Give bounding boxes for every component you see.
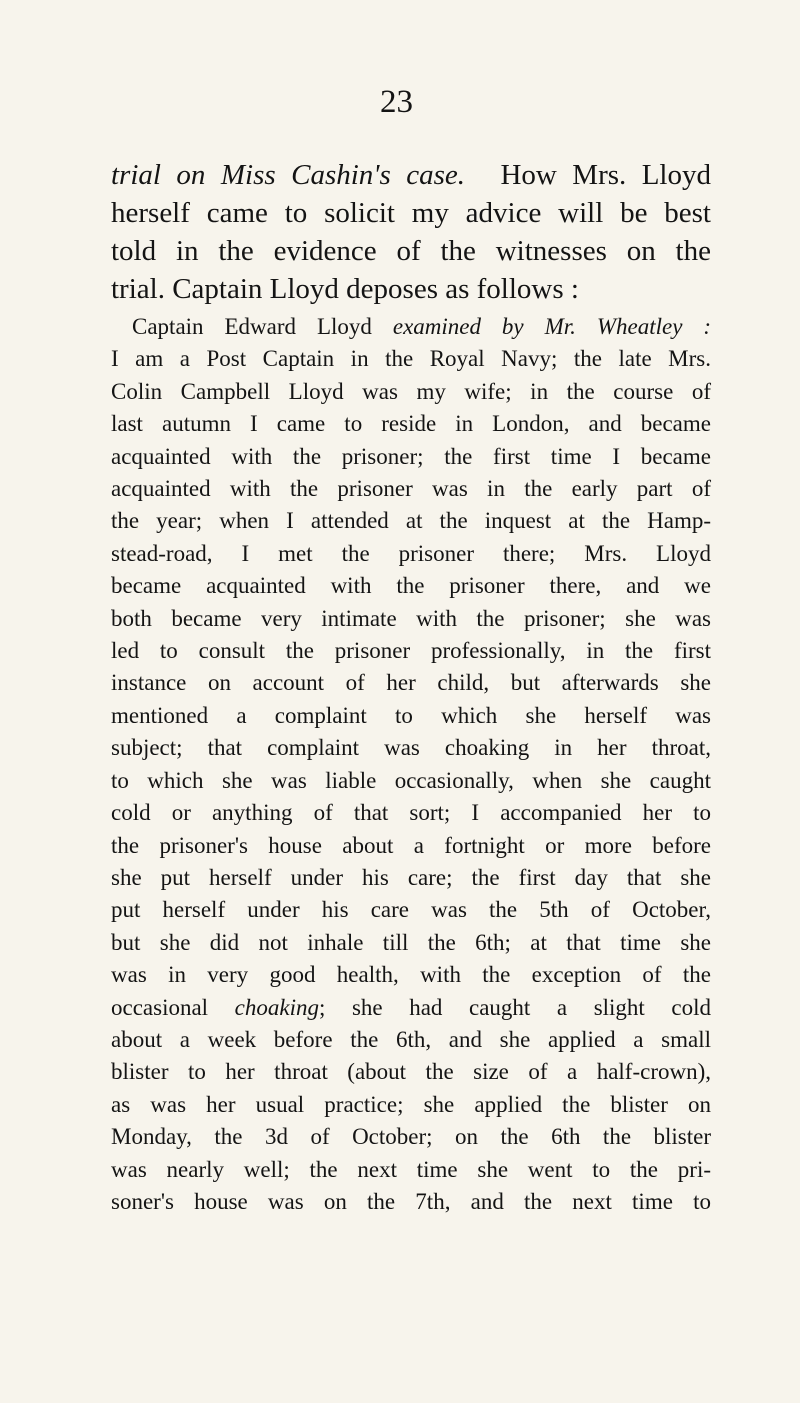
testimony-line-10: led to consult the prisoner professionally, in the first (111, 638, 711, 664)
witness-name: Captain Edward Lloyd (132, 314, 372, 339)
occasional-word: occasional (111, 994, 209, 1020)
intro-line-continuation: How Mrs. Lloyd (500, 159, 711, 191)
testimony-line-14: to which she was liable occasionally, when she caught (111, 767, 711, 793)
intro-line-1 (111, 156, 711, 194)
testimony-line-8: became acquainted with the prisoner there, and we (111, 573, 711, 599)
testimony-line-23: blister to her throat (about the size of a half-crown), (111, 1059, 711, 1085)
testimony-line-2: Colin Campbell Lloyd was my wife; in the course of (111, 378, 711, 404)
testimony-line-13: subject; that complaint was choaking in her throat, (111, 735, 711, 761)
testimony-text (111, 311, 711, 1218)
testimony-line-19: but she did not inhale till the 6th; at that time she (111, 929, 711, 955)
testimony-line-3: last autumn I came to reside in London, and became (111, 411, 711, 437)
intro-line-3: told in the evidence of the witnesses on the (111, 235, 711, 267)
testimony-line-15: cold or anything of that sort; I accompanied her to (111, 800, 711, 826)
testimony-line-6: the year; when I attended at the inquest at the Hamp- (111, 508, 711, 534)
testimony-heading (111, 311, 711, 343)
testimony-line-20: was in very good health, with the exception of the (111, 962, 711, 988)
intro-line-2: herself came to solicit my advice will be best (111, 197, 711, 229)
testimony-line-5: acquainted with the prisoner was in the early part of (111, 476, 711, 502)
testimony-line-16: the prisoner's house about a fortnight or more before (111, 832, 711, 858)
testimony-line-22: about a week before the 6th, and she applied a small (111, 1026, 711, 1052)
page-number: 23 (380, 84, 413, 120)
slight-cold-text: ; she had caught a slight cold (318, 994, 711, 1020)
testimony-line-7: stead-road, I met the prisoner there; Mrs. Lloyd (111, 540, 711, 566)
testimony-line-11: instance on account of her child, but afterwards she (111, 670, 711, 696)
testimony-line-4: acquainted with the prisoner; the first time I became (111, 443, 711, 469)
testimony-line-26: was nearly well; the next time she went to the pri- (111, 1156, 711, 1182)
testimony-line-24: as was her usual practice; she applied the blister on (111, 1091, 711, 1117)
testimony-line-9: both became very intimate with the prisoner; she was (111, 605, 711, 631)
choaking-word: choaking (234, 994, 319, 1020)
intro-line-4: trial. Captain Lloyd deposes as follows : (111, 273, 579, 305)
testimony-line-17: she put herself under his care; the first day that she (111, 864, 711, 890)
examination-note: examined by Mr. Wheatley : (392, 314, 712, 339)
case-title-text: trial on Miss Cashin's case. (111, 159, 465, 191)
testimony-line-18: put herself under his care was the 5th of October, (111, 897, 711, 923)
testimony-line-21 (111, 992, 711, 1024)
testimony-line-1: I am a Post Captain in the Royal Navy; the late Mrs. (111, 346, 711, 372)
testimony-line-25: Monday, the 3d of October; on the 6th the blister (111, 1124, 711, 1150)
testimony-line-12: mentioned a complaint to which she herself was (111, 702, 711, 728)
intro-paragraph (111, 156, 711, 308)
testimony-line-27: soner's house was on the 7th, and the next time to (111, 1188, 711, 1214)
